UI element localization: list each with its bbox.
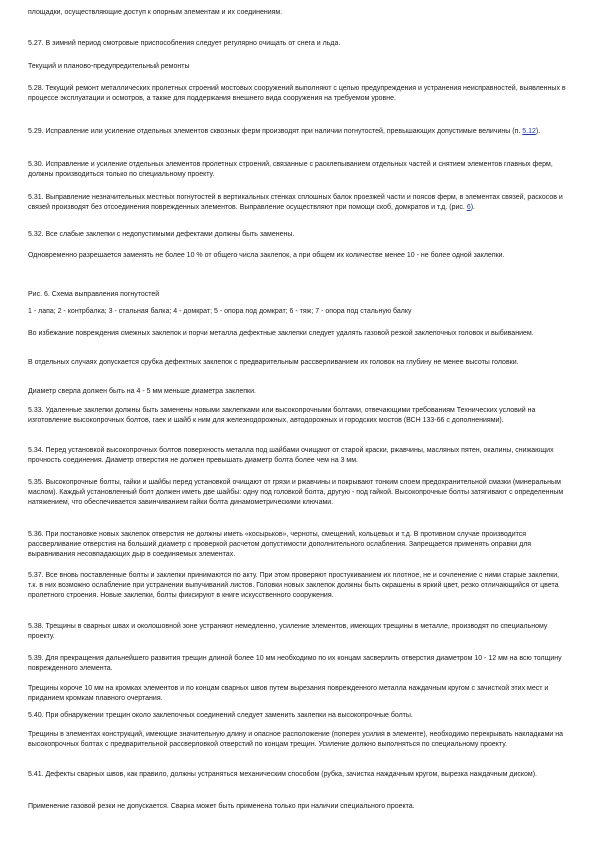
paragraph-text: 5.35. Высокопрочные болты, гайки и шайбы перед установкой очищают от грязи и ржавчины и покрывают тонким слоем предохранительной смазки (минеральным маслом). Каждый установленный болт должен иметь две шайбы: одну под головкой болта, другую - под гайкой. Высокопрочные болты затягивают с определенным натяжением, что обеспечивается завинчиванием гайки болта динамометрическими ключами. bbox=[28, 479, 564, 506]
paragraph-p22 bbox=[28, 711, 568, 721]
paragraph-text: 5.30. Исправление и усиление отдельных элементов пролетных строений, связанные с расклепыванием отдельных частей и снятием элементов главных ферм, должны производиться только по специальному проекту. bbox=[28, 161, 553, 178]
paragraph-text: Трещины в элементах конструкций, имеющие значительную длину и опасное расположение (поперек усилия в элементе), необходимо перекрывать накладками на высокопрочных болтах с предварительной рассверловкой отверстий по концам трещин. Усиление должно выполняться по специальному проекту. bbox=[28, 731, 563, 748]
paragraph-p19 bbox=[28, 622, 568, 642]
paragraph-p25 bbox=[28, 802, 568, 812]
paragraph-text: 5.32. Все слабые заклепки с недопустимыми дефектами должны быть заменены. bbox=[28, 231, 295, 238]
paragraph-p3 bbox=[28, 84, 568, 104]
paragraph-text: Одновременно разрешается заменять не более 10 % от общего числа заклепок, а при общем их количестве менее 10 - не более одной заклепки. bbox=[28, 252, 505, 259]
paragraph-p23 bbox=[28, 730, 568, 750]
paragraph-p0 bbox=[28, 8, 568, 18]
paragraph-text: Текущий и планово-предупредительный ремонты bbox=[28, 63, 190, 70]
paragraph-text: Трещины короче 10 мм на кромках элементов и по концам сварных швов путем вырезания поврежденного металла наждачным кругом с зачисткой этих мест и приданием кромкам плавного очертания. bbox=[28, 685, 549, 702]
paragraph-text: Применение газовой резки не допускается. Сварка может быть применена только при наличии специального проекта. bbox=[28, 803, 415, 810]
paragraph-text: ). bbox=[535, 128, 541, 135]
paragraph-p4 bbox=[28, 127, 568, 137]
paragraph-text: 5.28. Текущий ремонт металлических пролетных строений мостовых сооружений выполняют с целью предупреждения и устранения неисправностей, выявленных в процессе эксплуатации и осмотров, а также для поддержания внешнего вида сооружения на требуемом уровне. bbox=[28, 85, 566, 102]
paragraph-p14 bbox=[28, 406, 568, 426]
paragraph-p6 bbox=[28, 193, 568, 213]
paragraph-text: В отдельных случаях допускается срубка дефектных заклепок с предварительным рассверливанием их головок на глубину не менее высоты головки. bbox=[28, 359, 519, 366]
paragraph-p12 bbox=[28, 358, 568, 368]
paragraph-p24 bbox=[28, 770, 568, 780]
paragraph-p13 bbox=[28, 387, 568, 397]
link-figure-6[interactable]: 6 bbox=[466, 204, 471, 211]
paragraph-text: ). bbox=[470, 204, 475, 211]
paragraph-text: 5.38. Трещины в сварных швах и околошовной зоне устраняют немедленно, усиление элементов, имеющих трещины в металле, производят по специальному проекту. bbox=[28, 623, 548, 640]
paragraph-text: 5.31. Выправление незначительных местных погнутостей в вертикальных стенках сплошных балок проезжей части и поясов ферм, в элементах связей, раскосов и связей производят без отсоединения поврежденных элементов. Выправление осуществляют при помощи скоб, домкратов и т.д. (рис. bbox=[28, 194, 563, 211]
paragraph-p10 bbox=[28, 307, 568, 317]
paragraph-text: 1 - лапа; 2 - контрбалка; 3 - стальная балка; 4 - домкрат; 5 - опора под домкрат; 6 - тяж; 7 - опора под стальную балку bbox=[28, 308, 412, 315]
paragraph-p16 bbox=[28, 478, 568, 508]
paragraph-text: Во избежание повреждения смежных заклепок и порчи металла дефектные заклепки следует удалять газовой резкой заклепочных головок и выбиванием. bbox=[28, 330, 534, 337]
paragraph-text: Диаметр сверла должен быть на 4 - 5 мм меньше диаметра заклепки. bbox=[28, 388, 256, 395]
paragraph-text: 5.33. Удаленные заклепки должны быть заменены новыми заклепками или высокопрочными болтами, отвечающими требованиям Технических условий на изготовление высокопрочных болтов, гаек и шайб к ним для железнодорожных, автодорожных и городских мостов (ВСН 133-66 с дополнениями). bbox=[28, 407, 536, 424]
paragraph-p8 bbox=[28, 251, 568, 261]
paragraph-p5 bbox=[28, 160, 568, 180]
paragraph-text: 5.36. При постановке новых заклепок отверстия не должны иметь «косырьков», черноты, смещений, кольцевых и т.д. В противном случае производится рассверливание отверстия на больший диаметр с проверкой расчетом допустимости дополнительного ослабления. Запрещается применять оправки для выравнивания несовпадающих дыр в соединяемых элементах. bbox=[28, 531, 532, 558]
paragraph-p9 bbox=[28, 290, 568, 300]
paragraph-p17 bbox=[28, 530, 568, 560]
paragraph-text: 5.37. Все вновь поставленные болты и заклепки принимаются по акту. При этом проверяют простукиванием их плотное, не и сочленение с ними старые заклепки, т.к. в них возможно ослабление при устранении выпучиваний листов. Головки новых заклепок должны быть окрашены в яркий цвет, резко отличающийся от цвета пролетного строения. Новые заклепки, болты фиксируют в книге искусственного сооружения. bbox=[28, 572, 560, 599]
paragraph-text: 5.27. В зимний период смотровые приспособления следует регулярно очищать от снега и льда. bbox=[28, 40, 341, 47]
paragraph-text: Рис. 6. Схема выправления погнутостей bbox=[28, 291, 160, 298]
paragraph-text: 5.39. Для прекращения дальнейшего развития трещин длиной более 10 мм необходимо по их концам засверлить отверстия диаметром 10 - 12 мм на всю толщину поврежденного элемента. bbox=[28, 655, 562, 672]
paragraph-p15 bbox=[28, 446, 568, 466]
paragraph-p18 bbox=[28, 571, 568, 601]
paragraph-p21 bbox=[28, 684, 568, 704]
paragraph-text: 5.41. Дефекты сварных швов, как правило, должны устраняться механическим способом (рубка, зачистка наждачным кругом, вырезка наждачным диском). bbox=[28, 771, 538, 778]
paragraph-text: площадки, осуществляющие доступ к опорным элементам и их соединениям. bbox=[28, 9, 283, 16]
paragraph-p2 bbox=[28, 62, 568, 72]
paragraph-p11 bbox=[28, 329, 568, 339]
paragraph-text: 5.34. Перед установкой высокопрочных болтов поверхность металла под шайбами очищают от старой краски, ржавчины, масляных пятен, окалины, снижающих прочность соединения. Диаметр отверстия не должен превышать диаметр болта более чем на 3 мм. bbox=[28, 447, 554, 464]
paragraph-p1 bbox=[28, 39, 568, 49]
paragraph-text: 5.40. При обнаружении трещин около заклепочных соединений следует заменить заклепки на высокопрочные болты. bbox=[28, 712, 413, 719]
paragraph-text: 5.29. Исправление или усиление отдельных элементов сквозных ферм производят при наличии погнутостей, превышающих допустимые величины (п. bbox=[28, 128, 523, 135]
link-clause-5-12[interactable]: 5.12 bbox=[522, 128, 536, 135]
paragraph-p7 bbox=[28, 230, 568, 240]
paragraph-p20 bbox=[28, 654, 568, 674]
